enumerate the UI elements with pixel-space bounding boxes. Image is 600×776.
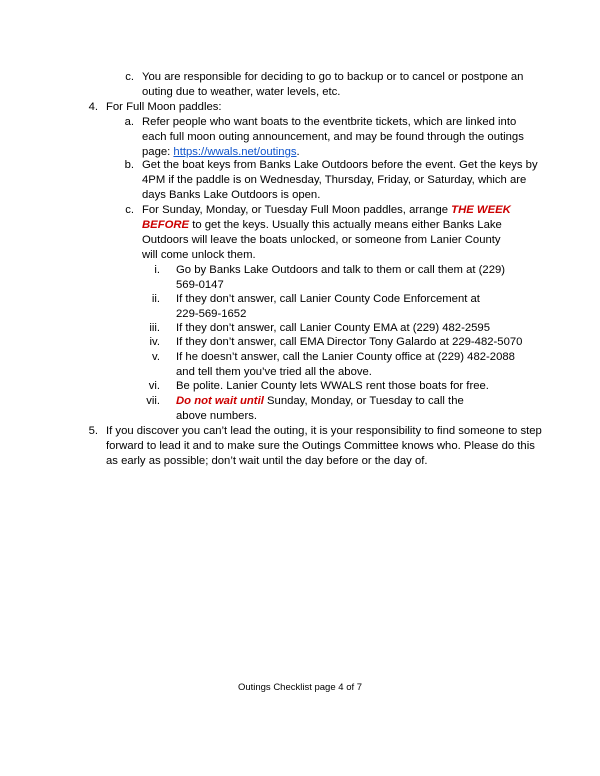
list-item <box>176 292 486 322</box>
list-marker: iv. <box>149 336 160 348</box>
list-marker: ii. <box>151 293 160 305</box>
list-marker: vii. <box>146 395 160 407</box>
list-item-text: If they don’t answer, call Lanier County Code Enforcement at 229-569-1652 <box>176 293 480 320</box>
list-marker: v. <box>152 351 160 363</box>
list-item <box>142 158 540 203</box>
list-marker: i. <box>154 264 160 276</box>
list-item-text: to get the keys. Usually this actually means either Banks Lake Outdoors will leave the boats unlocked, or someone from Lanier County will come unlock them. <box>142 219 502 261</box>
list-item <box>176 350 536 380</box>
list-item-text: . <box>296 146 300 158</box>
list-item-text: Get the boat keys from Banks Lake Outdoors before the event. Get the keys by 4PM if the paddle is on Wednesday, Thursday, Friday, or Saturday, which are days Banks Lake Outdoors is open. <box>142 159 538 201</box>
list-item-text: For Full Moon paddles: <box>106 101 222 113</box>
list-item-text: If they don’t answer, call EMA Director Tony Galardo at 229-482-5070 <box>176 336 523 348</box>
list-marker: c. <box>125 204 134 216</box>
list-marker: b. <box>124 159 134 171</box>
list-item <box>176 394 496 424</box>
list-marker: 5. <box>88 425 98 437</box>
list-item <box>106 100 542 115</box>
list-item-text: Refer people who want boats to the eventbrite tickets, which are linked into each full moon outing announcement, and may be found through the outings page: <box>142 116 524 158</box>
page-footer: Outings Checklist page 4 of 7 <box>237 682 363 693</box>
emphasis-text: THE WEEK BEFORE <box>142 204 511 231</box>
list-marker: a. <box>124 116 134 128</box>
list-marker: iii. <box>149 322 160 334</box>
list-item <box>176 379 536 394</box>
list-item <box>142 115 538 160</box>
list-item <box>176 335 546 350</box>
list-item <box>176 321 536 336</box>
list-item-text: You are responsible for deciding to go to backup or to cancel or postpone an outing due to weather, water levels, etc. <box>142 71 524 98</box>
list-item-text: If they don’t answer, call Lanier County EMA at (229) 482-2595 <box>176 322 490 334</box>
list-item-text: If you discover you can’t lead the outing, it is your responsibility to find someone to step forward to lead it and to make sure the Outings Committee knows who. Please do this as early as possible; don’t wait until the day before or the day of. <box>106 425 542 467</box>
list-marker: 4. <box>88 101 98 113</box>
list-item-text: If he doesn’t answer, call the Lanier County office at (229) 482-2088 and tell them you’ve tried all the above. <box>176 351 515 378</box>
list-item <box>142 203 512 263</box>
list-marker: vi. <box>148 380 160 392</box>
list-item-text: Go by Banks Lake Outdoors and talk to them or call them at (229) 569-0147 <box>176 264 506 291</box>
list-item <box>176 263 516 293</box>
list-marker: c. <box>125 71 134 83</box>
list-item <box>106 424 548 469</box>
outings-link[interactable]: https://wwals.net/outings <box>173 146 297 158</box>
list-item-text: Be polite. Lanier County lets WWALS rent those boats for free. <box>176 380 489 392</box>
list-item-text: Sunday, Monday, or Tuesday to call the above numbers. <box>176 395 464 422</box>
emphasis-text: Do not wait until <box>176 395 264 407</box>
list-item <box>142 70 542 100</box>
list-item-text: For Sunday, Monday, or Tuesday Full Moon paddles, arrange <box>142 204 452 216</box>
